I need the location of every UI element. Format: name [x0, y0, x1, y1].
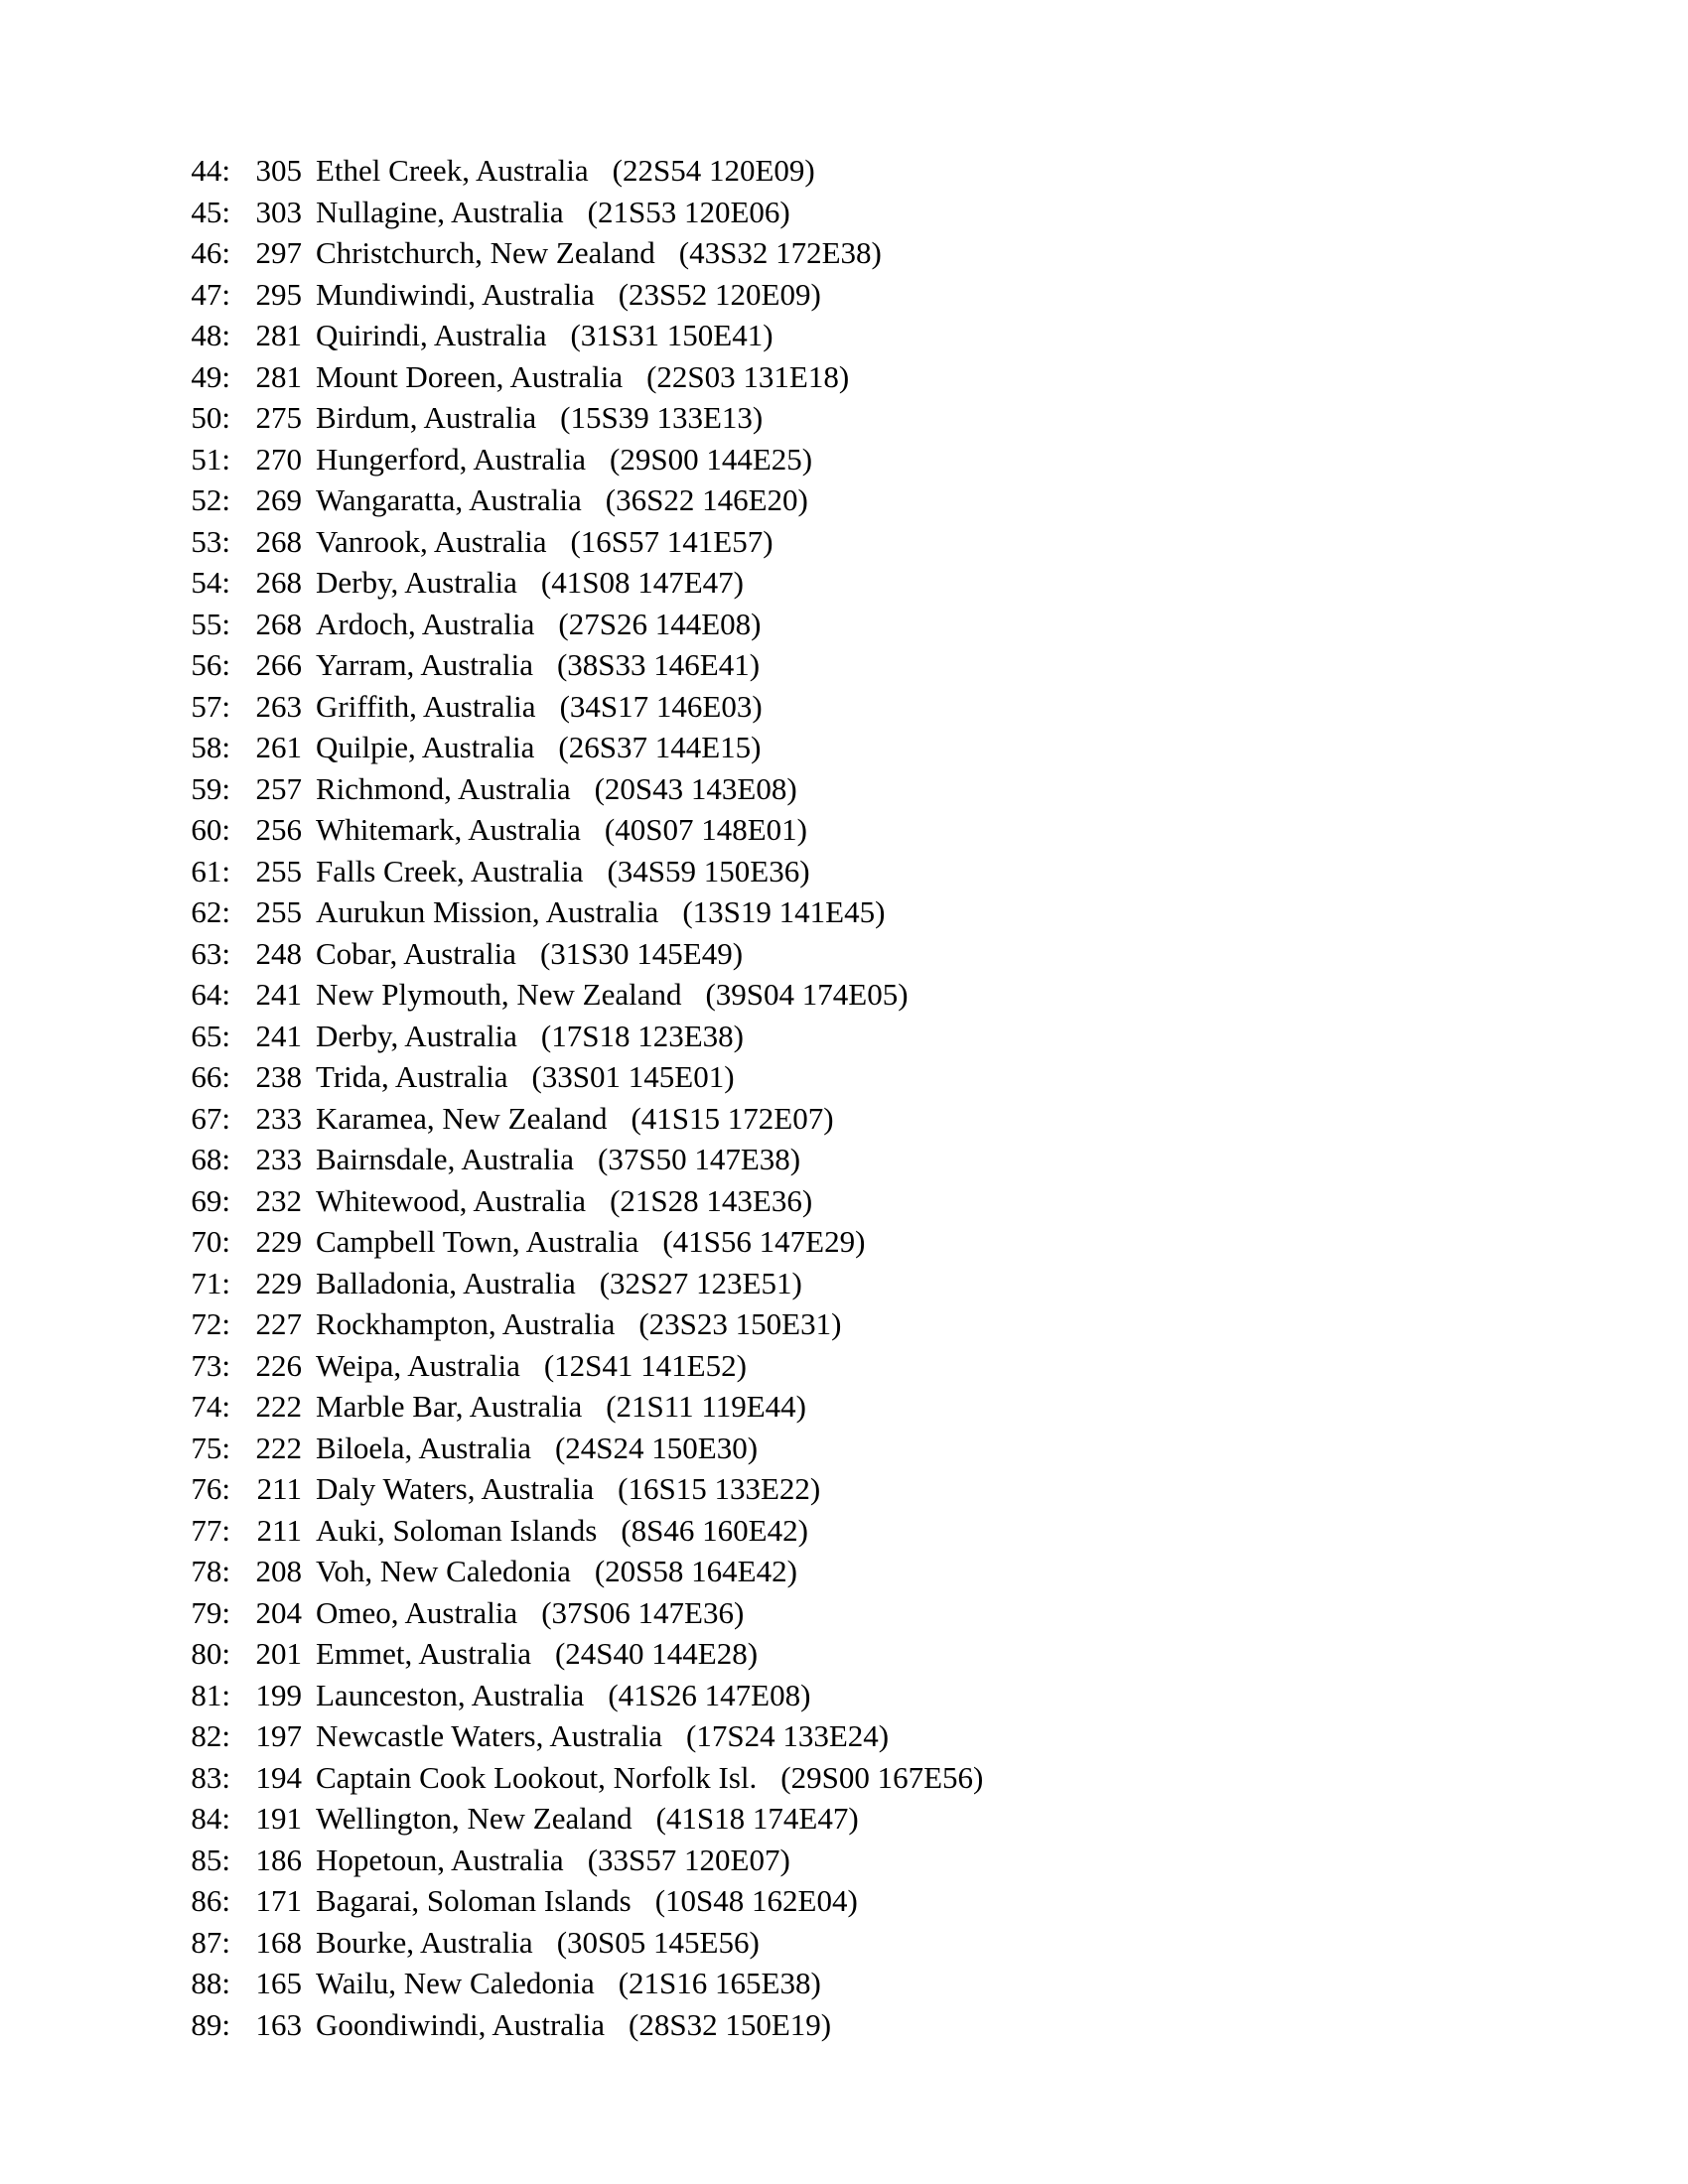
- entry-index: 70:: [191, 1224, 230, 1259]
- entry-place: Whitemark, Australia: [316, 812, 581, 847]
- entry-index: 54:: [191, 565, 230, 600]
- list-item: [167, 356, 983, 398]
- entry-coordinates: (20S58 164E42): [594, 1554, 797, 1588]
- entry-count: 197: [255, 1718, 302, 1753]
- list-item: [167, 644, 983, 686]
- entry-index: 74:: [191, 1389, 230, 1424]
- list-item: [167, 521, 983, 563]
- entry-count: 168: [255, 1924, 302, 1960]
- entry-coordinates: (41S26 147E08): [608, 1677, 811, 1712]
- entry-count: 211: [256, 1471, 302, 1506]
- entry-coordinates: (17S18 123E38): [540, 1018, 744, 1053]
- entry-index: 69:: [191, 1182, 230, 1218]
- entry-coordinates: (21S11 119E44): [606, 1389, 806, 1424]
- list-item: [167, 1221, 983, 1263]
- entry-index: 89:: [191, 2006, 230, 2042]
- entry-place: Emmet, Australia: [316, 1636, 531, 1671]
- entry-place: Quilpie, Australia: [316, 730, 535, 764]
- entry-place: Derby, Australia: [316, 1018, 517, 1053]
- entry-count: 208: [255, 1554, 302, 1588]
- entry-index: 67:: [191, 1100, 230, 1136]
- list-item: [167, 1139, 983, 1180]
- entry-coordinates: (41S15 172E07): [631, 1100, 834, 1136]
- entry-place: Goondiwindi, Australia: [316, 2006, 606, 2042]
- entry-coordinates: (37S50 147E38): [598, 1142, 801, 1176]
- entry-index: 47:: [191, 276, 230, 312]
- entry-index: 82:: [191, 1718, 230, 1753]
- entry-place: Campbell Town, Australia: [316, 1224, 639, 1259]
- entry-index: 66:: [191, 1059, 230, 1094]
- entry-coordinates: (15S39 133E13): [560, 400, 764, 435]
- entry-count: 268: [255, 523, 302, 559]
- entry-coordinates: (37S06 147E36): [541, 1594, 745, 1630]
- list-item: [167, 562, 983, 604]
- entry-place: Wailu, New Caledonia: [316, 1966, 595, 2000]
- entry-coordinates: (22S54 120E09): [612, 153, 815, 188]
- list-item: [167, 1180, 983, 1222]
- entry-place: Derby, Australia: [316, 565, 517, 600]
- list-item: [167, 2004, 983, 2046]
- entry-index: 62:: [191, 894, 230, 929]
- entry-coordinates: (22S03 131E18): [646, 358, 850, 394]
- entry-count: 268: [255, 606, 302, 641]
- entry-index: 56:: [191, 647, 230, 682]
- entry-coordinates: (16S57 141E57): [570, 523, 774, 559]
- entry-count: 241: [255, 1018, 302, 1053]
- list-item: [167, 1303, 983, 1345]
- entry-index: 76:: [191, 1471, 230, 1506]
- entry-place: Wellington, New Zealand: [316, 1801, 633, 1836]
- entry-place: Vanrook, Australia: [316, 523, 547, 559]
- entry-place: Aurukun Mission, Australia: [316, 894, 659, 929]
- list-item: [167, 933, 983, 975]
- entry-index: 59:: [191, 770, 230, 806]
- entry-place: Trida, Australia: [316, 1059, 508, 1094]
- entry-place: Rockhampton, Australia: [316, 1306, 616, 1341]
- entry-coordinates: (30S05 145E56): [556, 1924, 760, 1960]
- entry-count: 263: [255, 688, 302, 724]
- entry-count: 238: [255, 1059, 302, 1094]
- list-item: [167, 974, 983, 1016]
- entry-coordinates: (41S08 147E47): [540, 565, 744, 600]
- entry-coordinates: (38S33 146E41): [556, 647, 761, 682]
- entry-index: 53:: [191, 523, 230, 559]
- entry-index: 48:: [191, 318, 230, 352]
- entry-place: Whitewood, Australia: [316, 1182, 587, 1218]
- list-item: [167, 1675, 983, 1716]
- entry-index: 88:: [191, 1966, 230, 2000]
- entry-count: 165: [255, 1966, 302, 2000]
- entry-index: 51:: [191, 441, 230, 477]
- entry-coordinates: (34S17 146E03): [559, 688, 763, 724]
- entry-count: 163: [255, 2006, 302, 2042]
- entry-coordinates: (12S41 141E52): [543, 1347, 747, 1383]
- entry-coordinates: (40S07 148E01): [604, 812, 807, 847]
- entry-coordinates: (13S19 141E45): [682, 894, 886, 929]
- entry-count: 194: [255, 1759, 302, 1795]
- entry-place: Yarram, Australia: [316, 647, 533, 682]
- entry-coordinates: (41S56 147E29): [662, 1224, 866, 1259]
- entry-coordinates: (26S37 144E15): [558, 730, 762, 764]
- list-item: [167, 232, 983, 274]
- entry-index: 85:: [191, 1842, 230, 1877]
- entry-count: 211: [256, 1512, 302, 1548]
- entry-count: 275: [255, 400, 302, 435]
- list-item: [167, 1880, 983, 1922]
- list-item: [167, 809, 983, 851]
- entry-coordinates: (36S22 146E20): [605, 482, 808, 517]
- entry-count: 248: [255, 935, 302, 971]
- entry-index: 84:: [191, 1801, 230, 1836]
- entry-count: 305: [255, 153, 302, 188]
- entry-count: 227: [255, 1306, 302, 1341]
- entry-place: Bagarai, Soloman Islands: [316, 1883, 632, 1918]
- entry-index: 83:: [191, 1759, 230, 1795]
- entry-coordinates: (34S59 150E36): [607, 853, 810, 888]
- entry-place: Launceston, Australia: [316, 1677, 585, 1712]
- entry-coordinates: (39S04 174E05): [705, 977, 909, 1012]
- entry-coordinates: (27S26 144E08): [558, 606, 762, 641]
- list-item: [167, 1345, 983, 1387]
- entry-index: 49:: [191, 358, 230, 394]
- entry-place: Mundiwindi, Australia: [316, 276, 595, 312]
- entry-coordinates: (17S24 133E24): [686, 1718, 890, 1753]
- list-item: [167, 150, 983, 192]
- entry-count: 204: [255, 1594, 302, 1630]
- entry-count: 222: [255, 1389, 302, 1424]
- list-item: [167, 686, 983, 728]
- list-item: [167, 1922, 983, 1964]
- list-item: [167, 1633, 983, 1675]
- entry-index: 80:: [191, 1636, 230, 1671]
- list-item: [167, 1510, 983, 1552]
- list-item: [167, 397, 983, 439]
- entry-index: 63:: [191, 935, 230, 971]
- entry-coordinates: (32S27 123E51): [599, 1265, 802, 1300]
- entry-count: 295: [255, 276, 302, 312]
- entry-count: 171: [255, 1883, 302, 1918]
- entry-count: 303: [255, 194, 302, 229]
- entry-index: 86:: [191, 1883, 230, 1918]
- entry-place: Nullagine, Australia: [316, 194, 564, 229]
- entry-place: Cobar, Australia: [316, 935, 516, 971]
- entry-coordinates: (21S16 165E38): [618, 1966, 821, 2000]
- entry-coordinates: (21S28 143E36): [610, 1182, 813, 1218]
- entry-index: 77:: [191, 1512, 230, 1548]
- entry-count: 269: [255, 482, 302, 517]
- entry-count: 270: [255, 441, 302, 477]
- entry-place: Birdum, Australia: [316, 400, 537, 435]
- entry-index: 61:: [191, 853, 230, 888]
- entry-place: Falls Creek, Australia: [316, 853, 584, 888]
- entry-count: 241: [255, 977, 302, 1012]
- list-item: [167, 1098, 983, 1140]
- list-item: [167, 1468, 983, 1510]
- entry-place: Biloela, Australia: [316, 1430, 531, 1465]
- entry-coordinates: (33S01 145E01): [531, 1059, 735, 1094]
- entry-coordinates: (23S23 150E31): [638, 1306, 842, 1341]
- list-item: [167, 727, 983, 768]
- entry-count: 222: [255, 1430, 302, 1465]
- entry-count: 266: [255, 647, 302, 682]
- entry-index: 57:: [191, 688, 230, 724]
- entry-place: Ardoch, Australia: [316, 606, 535, 641]
- entry-count: 201: [255, 1636, 302, 1671]
- entry-coordinates: (29S00 144E25): [610, 441, 813, 477]
- entry-count: 255: [255, 894, 302, 929]
- list-item: [167, 1798, 983, 1840]
- entry-index: 87:: [191, 1924, 230, 1960]
- entry-place: Christchurch, New Zealand: [316, 235, 655, 270]
- entry-place: Voh, New Caledonia: [316, 1554, 571, 1588]
- list-item: [167, 768, 983, 810]
- list-item: [167, 1963, 983, 2004]
- entry-place: New Plymouth, New Zealand: [316, 977, 682, 1012]
- entry-place: Griffith, Australia: [316, 688, 536, 724]
- entry-place: Newcastle Waters, Australia: [316, 1718, 663, 1753]
- list-item: [167, 891, 983, 933]
- entry-index: 72:: [191, 1306, 230, 1341]
- list-item: [167, 479, 983, 521]
- list-item: [167, 851, 983, 892]
- entry-count: 261: [255, 730, 302, 764]
- entry-coordinates: (24S40 144E28): [554, 1636, 759, 1671]
- list-item: [167, 1263, 983, 1304]
- entry-place: Karamea, New Zealand: [316, 1100, 608, 1136]
- entry-count: 199: [255, 1677, 302, 1712]
- entry-index: 64:: [191, 977, 230, 1012]
- entry-coordinates: (33S57 120E07): [587, 1842, 790, 1877]
- entry-place: Auki, Soloman Islands: [316, 1512, 598, 1548]
- entry-count: 297: [255, 235, 302, 270]
- entry-index: 58:: [191, 730, 230, 764]
- entry-count: 281: [255, 318, 302, 352]
- entry-index: 71:: [191, 1265, 230, 1300]
- entry-count: 233: [255, 1142, 302, 1176]
- entry-coordinates: (29S00 167E56): [780, 1759, 984, 1795]
- entry-index: 52:: [191, 482, 230, 517]
- entry-count: 226: [255, 1347, 302, 1383]
- entry-coordinates: (21S53 120E06): [587, 194, 790, 229]
- entry-coordinates: (16S15 133E22): [618, 1471, 821, 1506]
- list-item: [167, 439, 983, 480]
- entry-place: Hopetoun, Australia: [316, 1842, 564, 1877]
- entry-place: Quirindi, Australia: [316, 318, 547, 352]
- entry-index: 60:: [191, 812, 230, 847]
- entry-count: 186: [255, 1842, 302, 1877]
- entry-count: 233: [255, 1100, 302, 1136]
- list-item: [167, 604, 983, 645]
- list-item: [167, 1757, 983, 1799]
- entry-place: Omeo, Australia: [316, 1594, 518, 1630]
- entry-count: 268: [255, 565, 302, 600]
- entry-count: 255: [255, 853, 302, 888]
- entry-place: Richmond, Australia: [316, 770, 571, 806]
- list-item: [167, 1840, 983, 1881]
- entry-index: 46:: [191, 235, 230, 270]
- list-item: [167, 1592, 983, 1634]
- entry-place: Hungerford, Australia: [316, 441, 587, 477]
- entry-place: Bairnsdale, Australia: [316, 1142, 574, 1176]
- entry-index: 78:: [191, 1554, 230, 1588]
- entry-count: 232: [255, 1182, 302, 1218]
- entry-index: 73:: [191, 1347, 230, 1383]
- entry-coordinates: (43S32 172E38): [678, 235, 882, 270]
- entry-index: 81:: [191, 1677, 230, 1712]
- entry-index: 45:: [191, 194, 230, 229]
- entry-count: 256: [255, 812, 302, 847]
- entry-coordinates: (20S43 143E08): [594, 770, 797, 806]
- entry-coordinates: (10S48 162E04): [654, 1883, 858, 1918]
- entry-coordinates: (23S52 120E09): [618, 276, 821, 312]
- entry-index: 68:: [191, 1142, 230, 1176]
- entry-count: 191: [255, 1801, 302, 1836]
- entry-coordinates: (41S18 174E47): [655, 1801, 859, 1836]
- list-item: [167, 1551, 983, 1592]
- entry-place: Bourke, Australia: [316, 1924, 533, 1960]
- entry-index: 79:: [191, 1594, 230, 1630]
- entry-count: 257: [255, 770, 302, 806]
- list-item: [167, 1056, 983, 1098]
- list-item: [167, 1016, 983, 1057]
- entry-index: 55:: [191, 606, 230, 641]
- entry-index: 44:: [191, 153, 230, 188]
- entry-coordinates: (24S24 150E30): [554, 1430, 759, 1465]
- list-item: [167, 274, 983, 316]
- entry-coordinates: (28S32 150E19): [629, 2006, 832, 2042]
- entry-coordinates: (31S31 150E41): [570, 318, 774, 352]
- list-item: [167, 1715, 983, 1757]
- entry-place: Marble Bar, Australia: [316, 1389, 583, 1424]
- list-item: [167, 192, 983, 233]
- entry-place: Daly Waters, Australia: [316, 1471, 595, 1506]
- entry-coordinates: (31S30 145E49): [539, 935, 744, 971]
- entry-place: Mount Doreen, Australia: [316, 358, 624, 394]
- entry-count: 229: [255, 1265, 302, 1300]
- location-list: [167, 150, 983, 2045]
- entry-coordinates: (8S46 160E42): [621, 1512, 808, 1548]
- entry-count: 229: [255, 1224, 302, 1259]
- entry-count: 281: [255, 358, 302, 394]
- entry-place: Weipa, Australia: [316, 1347, 520, 1383]
- list-item: [167, 1428, 983, 1469]
- list-item: [167, 1386, 983, 1428]
- list-item: [167, 315, 983, 356]
- entry-index: 75:: [191, 1430, 230, 1465]
- entry-place: Wangaratta, Australia: [316, 482, 582, 517]
- entry-index: 65:: [191, 1018, 230, 1053]
- entry-place: Ethel Creek, Australia: [316, 153, 589, 188]
- entry-index: 50:: [191, 400, 230, 435]
- entry-place: Balladonia, Australia: [316, 1265, 576, 1300]
- entry-place: Captain Cook Lookout, Norfolk Isl.: [316, 1759, 758, 1795]
